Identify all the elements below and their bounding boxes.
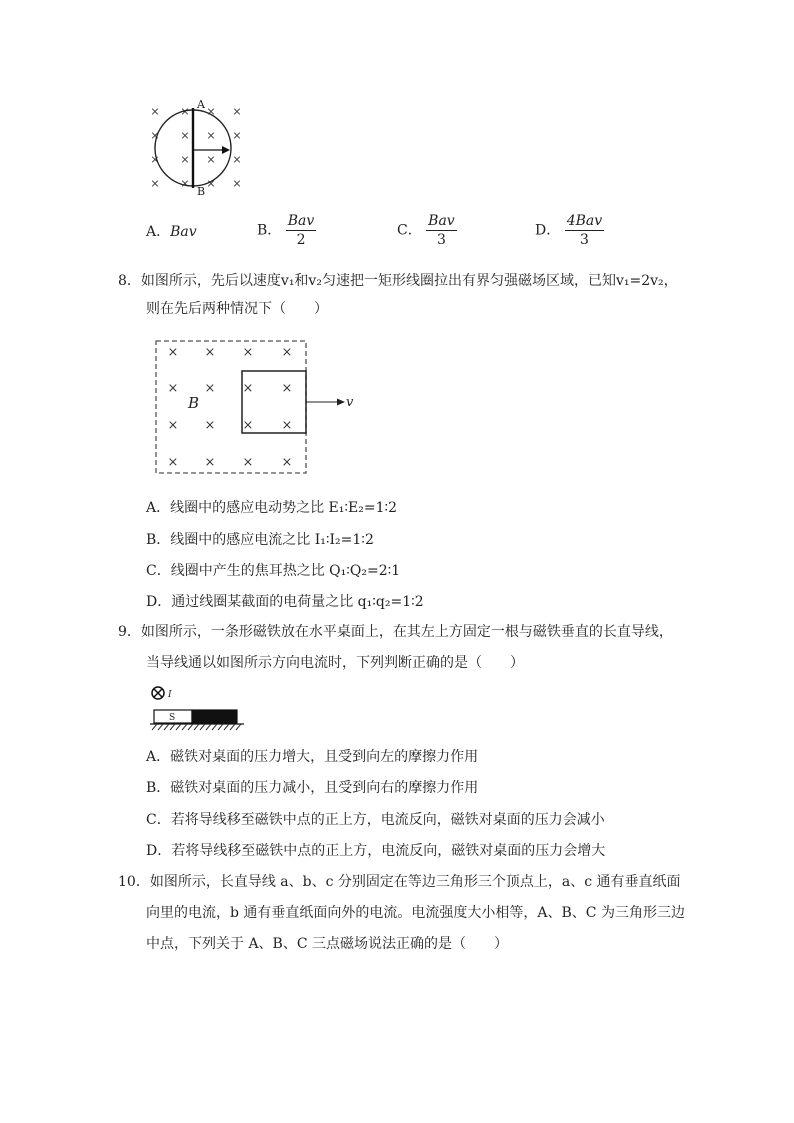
q9-label-s: S <box>169 713 176 723</box>
svg-text:×: × <box>242 345 254 360</box>
svg-text:×: × <box>232 105 242 118</box>
q8-label-b: B <box>188 394 200 412</box>
svg-text:×: × <box>150 129 160 142</box>
svg-text:×: × <box>206 129 216 142</box>
svg-text:×: × <box>167 455 179 470</box>
svg-text:×: × <box>204 345 216 360</box>
q9-option-d: D．若将导线移至磁铁中点的正上方，电流反向，磁铁对桌面的压力会增大 <box>146 843 606 859</box>
svg-text:×: × <box>204 418 216 433</box>
svg-text:×: × <box>206 177 216 190</box>
svg-text:×: × <box>242 418 254 433</box>
q7-option-a <box>146 222 197 242</box>
q10-stem-line1: 10．如图所示，长直导线 a、b、c 分别固定在等边三角形三个顶点上，a、c 通有垂直纸面 <box>118 874 681 890</box>
q8-option-c: C．线圈中产生的焦耳热之比 Q₁∶Q₂=2∶1 <box>146 563 401 579</box>
svg-text:×: × <box>204 381 216 396</box>
svg-text:×: × <box>167 381 179 396</box>
svg-text:×: × <box>242 455 254 470</box>
q7-option-d-prefix: D． <box>535 222 561 239</box>
svg-text:×: × <box>180 153 190 166</box>
q10-stem-line2: 向里的电流，b 通有垂直纸面向外的电流。电流强度大小相等，A、B、C 为三角形三边 <box>146 905 685 921</box>
svg-text:×: × <box>232 129 242 142</box>
svg-text:×: × <box>180 177 190 190</box>
q7-option-c-num: Bav <box>428 213 455 229</box>
q8-option-b: B．线圈中的感应电流之比 I₁∶I₂=1∶2 <box>146 532 374 548</box>
q7-label-b: B <box>197 185 206 198</box>
svg-text:×: × <box>150 177 160 190</box>
q7-option-b-den: 2 <box>296 232 306 248</box>
q8-option-a: A．线圈中的感应电动势之比 E₁∶E₂=1∶2 <box>146 500 398 516</box>
q7-option-c-fraction <box>426 212 457 249</box>
q9-option-b: B．磁铁对桌面的压力减小，且受到向右的摩擦力作用 <box>146 780 479 796</box>
q8-stem-line1: 8．如图所示，先后以速度v₁和v₂匀速把一矩形线圈拉出有界匀强磁场区域，已知v₁=2v₂， <box>118 273 678 289</box>
svg-text:×: × <box>180 105 190 118</box>
q8-option-d: D．通过线圈某截面的电荷量之比 q₁∶q₂=1∶2 <box>146 594 424 610</box>
svg-text:×: × <box>232 177 242 190</box>
svg-text:×: × <box>206 105 216 118</box>
svg-text:×: × <box>167 418 179 433</box>
q7-label-a: A <box>197 98 205 111</box>
svg-text:×: × <box>281 345 293 360</box>
q9-figure <box>148 684 248 734</box>
q7-option-c <box>397 212 457 249</box>
svg-text:×: × <box>281 381 293 396</box>
q7-option-b-fraction <box>286 212 317 249</box>
svg-text:×: × <box>206 153 216 166</box>
q9-label-i: I <box>168 690 172 700</box>
q7-option-c-den: 3 <box>436 232 446 248</box>
q7-option-a-prefix: A． <box>146 224 171 240</box>
q9-stem-line2: 当导线通以如图所示方向电流时，下列判断正确的是（ ） <box>146 655 524 671</box>
svg-text:×: × <box>180 129 190 142</box>
q8-label-v: v <box>346 395 354 410</box>
q7-option-b-num: Bav <box>287 213 315 229</box>
q8-stem-line2: 则在先后两种情况下（ ） <box>146 301 328 317</box>
q10-stem-line3: 中点，下列关于 A、B、C 三点磁场说法正确的是（ ） <box>146 936 509 952</box>
svg-text:×: × <box>281 455 293 470</box>
q9-option-a: A．磁铁对桌面的压力增大，且受到向左的摩擦力作用 <box>146 749 479 765</box>
q7-figure <box>140 98 250 198</box>
q7-option-b-prefix: B． <box>257 222 282 239</box>
svg-text:×: × <box>232 153 242 166</box>
q7-option-d-den: 3 <box>579 232 589 248</box>
svg-text:×: × <box>204 455 216 470</box>
q9-option-c: C．若将导线移至磁铁中点的正上方，电流反向，磁铁对桌面的压力会减小 <box>146 812 605 828</box>
svg-text:×: × <box>150 105 160 118</box>
q9-stem-line1: 9．如图所示，一条形磁铁放在水平桌面上，在其左上方固定一根与磁铁垂直的长直导线， <box>118 624 673 640</box>
svg-text:×: × <box>242 381 254 396</box>
q7-option-b <box>257 212 316 249</box>
q7-option-d-num: 4Bav <box>566 213 603 229</box>
q7-option-a-text: Bav <box>170 224 197 240</box>
svg-text:×: × <box>167 345 179 360</box>
svg-text:×: × <box>150 153 160 166</box>
q7-option-d <box>535 212 604 249</box>
q7-option-d-fraction <box>565 212 604 249</box>
q7-option-c-prefix: C． <box>397 222 422 239</box>
q8-figure <box>150 336 360 478</box>
svg-text:×: × <box>281 418 293 433</box>
